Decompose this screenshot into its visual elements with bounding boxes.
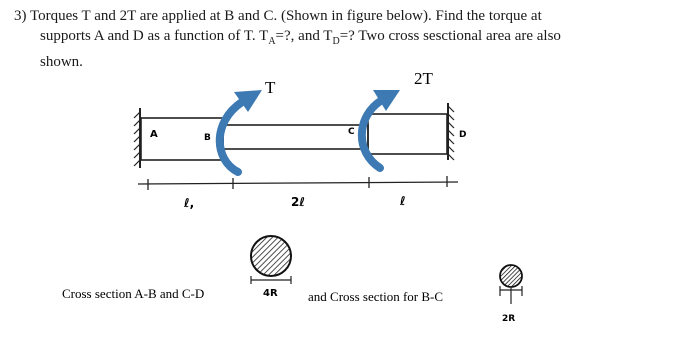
label-point-b: B (204, 133, 211, 143)
dimension-line (138, 176, 458, 190)
length-label-ab: ℓ, (184, 196, 195, 210)
torque-label-c: 2T (414, 69, 433, 88)
subscript-a: A (268, 36, 276, 47)
cross-section-large-icon (251, 236, 291, 284)
support-d-wall (448, 103, 454, 160)
cross-section-small-icon (500, 265, 522, 304)
torque-label-b: T (265, 78, 276, 97)
subscript-d: D (332, 36, 340, 47)
support-a-wall (134, 108, 140, 168)
problem-line-2: supports A and D as a function of T. $T_A=$?, and $T_D=$? Two cross sesctional area are also (40, 28, 561, 47)
dim-label-4r: 4R (263, 288, 278, 299)
problem-line-3: shown. (40, 54, 83, 70)
label-point-a: A (150, 129, 158, 140)
caption-cross-section-bc: and Cross section for B-C (308, 289, 444, 304)
label-point-c: C (348, 127, 355, 137)
shaft-segment-cd (368, 114, 447, 154)
length-label-cd: ℓ (400, 194, 406, 208)
length-label-bc: 2ℓ (291, 195, 306, 209)
caption-cross-section-ab-cd: Cross section A-B and C-D (62, 286, 205, 301)
dim-label-2r: 2R (502, 314, 516, 324)
problem-line-1: 3) Torques T and 2T are applied at B and C. (Shown in figure below). Find the torque at (14, 8, 542, 24)
torque-arrow-b-icon (220, 90, 262, 172)
shaft-segment-bc (223, 125, 368, 149)
label-point-d: D (459, 130, 467, 140)
